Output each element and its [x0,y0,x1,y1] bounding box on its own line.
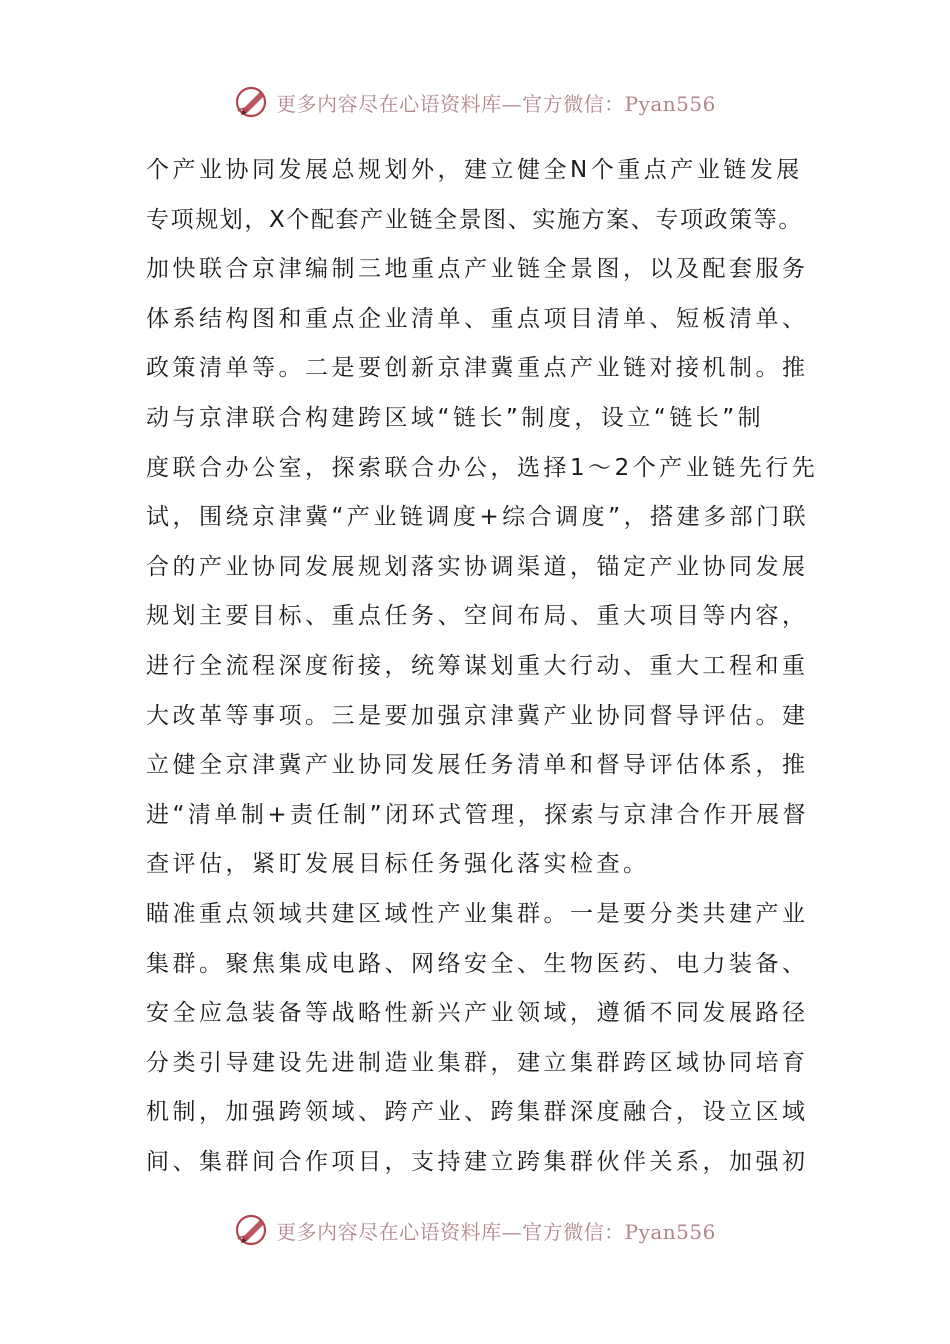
footer-banner [0,1210,950,1250]
text-line: 集群。聚焦集成电路、网络安全、生物医药、电力装备、 [146,950,809,977]
text-line: 政策清单等。二是要创新京津冀重点产业链对接机制。推 [146,355,809,382]
text-line: 专项规划，X个配套产业链全景图、实施方案、专项政策等。 [146,206,803,233]
text-line: 分类引导建设先进制造业集群，建立集群跨区域协同培育 [146,1049,809,1076]
text-line: 加快联合京津编制三地重点产业链全景图，以及配套服务 [146,256,809,283]
text-line: 个产业协同发展总规划外，建立健全N个重点产业链发展 [146,157,803,183]
text-line: 度联合办公室，探索联合办公，选择1～2个产业链先行先 [146,454,819,481]
text-line: 查评估，紧盯发展目标任务强化落实检查。 [146,851,650,878]
text-line: 进“清单制+责任制”闭环式管理，探索与京津合作开展督 [146,801,810,828]
text-line: 进行全流程深度衔接，统筹谋划重大行动、重大工程和重 [146,652,809,679]
pen-logo-icon [234,1212,270,1248]
footer-banner-text: 更多内容尽在心语资料库—官方微信：Pyan556 [276,1219,716,1244]
text-line: 动与京津联合构建跨区域“链长”制度，设立“链长”制 [146,404,765,431]
text-line: 试，围绕京津冀“产业链调度+综合调度”，搭建多部门联 [146,504,810,531]
text-line: 安全应急装备等战略性新兴产业领域，遵循不同发展路径 [146,1000,809,1027]
text-line: 体系结构图和重点企业清单、重点项目清单、短板清单、 [146,305,809,332]
text-line: 机制，加强跨领域、跨产业、跨集群深度融合，设立区域 [146,1099,809,1126]
text-line: 合的产业协同发展规划落实协调渠道，锚定产业协同发展 [146,553,809,580]
text-line: 立健全京津冀产业协同发展任务清单和督导评估体系，推 [146,752,809,779]
pen-logo-icon [234,84,270,120]
text-line: 间、集群间合作项目，支持建立跨集群伙伴关系，加强初 [146,1148,809,1175]
header-banner-text: 更多内容尽在心语资料库—官方微信：Pyan556 [276,91,716,116]
document-body [146,146,826,1187]
text-line: 大改革等事项。三是要加强京津冀产业协同督导评估。建 [146,702,809,729]
text-line: 瞄准重点领域共建区域性产业集群。一是要分类共建产业 [146,900,809,927]
text-line: 规划主要目标、重点任务、空间布局、重大项目等内容， [146,603,809,630]
header-banner [0,82,950,122]
